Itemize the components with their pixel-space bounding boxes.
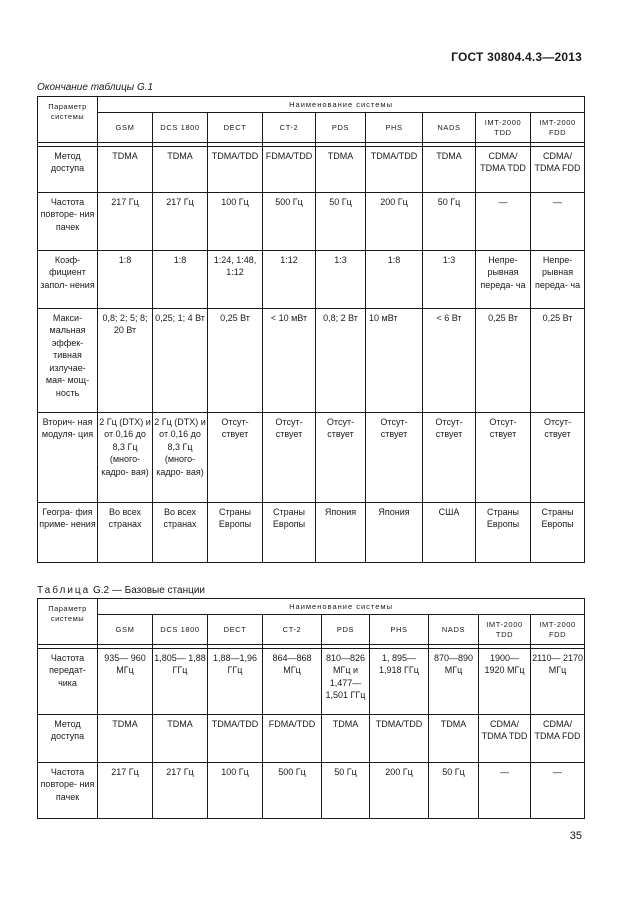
value-cell: 864—868 МГц	[263, 648, 322, 714]
value-cell: FDMA/TDD	[263, 146, 316, 192]
value-cell: —	[531, 192, 585, 250]
value-cell: 50 Гц	[429, 762, 479, 818]
value-cell: 0,8; 2; 5; 8; 20 Вт	[98, 308, 153, 412]
value-cell: 1:3	[316, 250, 366, 308]
value-cell: 0,25 Вт	[208, 308, 263, 412]
value-cell: Отсут- ствует	[531, 412, 585, 502]
table-row	[38, 412, 585, 502]
system-header: CT-2	[263, 614, 322, 644]
value-cell: Отсут- ствует	[316, 412, 366, 502]
param-cell: Коэф- фициент запол- нения	[38, 250, 98, 308]
param-cell: Частота повторе- ния пачек	[38, 192, 98, 250]
value-cell: TDMA	[429, 714, 479, 762]
value-cell: TDMA	[316, 146, 366, 192]
value-cell: 1900— 1920 МГц	[479, 648, 531, 714]
value-cell: TDMA	[153, 714, 208, 762]
value-cell: 0,25 Вт	[476, 308, 531, 412]
value-cell: TDMA	[98, 714, 153, 762]
value-cell: 100 Гц	[208, 192, 263, 250]
value-cell: Страны Европы	[208, 502, 263, 562]
value-cell: < 6 Вт	[423, 308, 476, 412]
system-header: CT-2	[263, 112, 316, 142]
value-cell: 217 Гц	[153, 762, 208, 818]
value-cell: 810—826 МГц и 1,477— 1,501 ГГц	[322, 648, 370, 714]
value-cell: 200 Гц	[370, 762, 429, 818]
value-cell: 50 Гц	[322, 762, 370, 818]
system-header: DECT	[208, 614, 263, 644]
value-cell: 217 Гц	[153, 192, 208, 250]
value-cell: Япония	[316, 502, 366, 562]
system-header: DCS 1800	[153, 112, 208, 142]
system-header: DECT	[208, 112, 263, 142]
value-cell: 935— 960 МГц	[98, 648, 153, 714]
param-cell: Макси- мальная эффек- тивная излучае- мая- мощ- ность	[38, 308, 98, 412]
value-cell: Отсут- ствует	[208, 412, 263, 502]
system-header: GSM	[98, 112, 153, 142]
system-header: IMT-2000 FDD	[531, 112, 585, 142]
table-row	[38, 192, 585, 250]
value-cell: 217 Гц	[98, 762, 153, 818]
table2-caption-text: G.2 — Базовые станции	[93, 585, 206, 596]
value-cell: Страны Европы	[263, 502, 316, 562]
param-cell: Частота передат- чика	[38, 648, 98, 714]
value-cell: Япония	[366, 502, 423, 562]
value-cell: TDMA/TDD	[370, 714, 429, 762]
value-cell: 1, 895— 1,918 ГГц	[370, 648, 429, 714]
value-cell: США	[423, 502, 476, 562]
system-header: PHS	[370, 614, 429, 644]
param-cell: Частота повторе- ния пачек	[38, 762, 98, 818]
page-number: 35	[569, 830, 582, 842]
value-cell: 1,805— 1,88 ГГц	[153, 648, 208, 714]
table-row	[38, 714, 585, 762]
table-row	[38, 762, 585, 818]
value-cell: Непре- рывная переда- ча	[531, 250, 585, 308]
value-cell: 50 Гц	[423, 192, 476, 250]
value-cell: CDMA/ TDMA FDD	[531, 146, 585, 192]
group-header: Наименование системы	[98, 599, 585, 615]
value-cell: 2 Гц (DTX) и от 0,16 до 8,3 Гц (много- кадро- вая)	[153, 412, 208, 502]
table-row	[38, 308, 585, 412]
param-cell: Вторич- ная модуля- ция	[38, 412, 98, 502]
value-cell: 2 Гц (DTX) и от 0,16 до 8,3 Гц (много- кадро- вая)	[98, 412, 153, 502]
table-row	[38, 250, 585, 308]
value-cell: Во всех странах	[153, 502, 208, 562]
system-header: PDS	[322, 614, 370, 644]
param-header: Параметр системы	[38, 599, 98, 645]
table1-caption: Окончание таблицы G.1	[37, 82, 154, 93]
value-cell: 217 Гц	[98, 192, 153, 250]
value-cell: —	[476, 192, 531, 250]
system-header: NADS	[423, 112, 476, 142]
value-cell: —	[531, 762, 585, 818]
value-cell: TDMA	[423, 146, 476, 192]
system-header: NADS	[429, 614, 479, 644]
system-header: IMT-2000 TDD	[479, 614, 531, 644]
value-cell: 870—890 МГц	[429, 648, 479, 714]
value-cell: 0,25; 1; 4 Вт	[153, 308, 208, 412]
table-row	[38, 146, 585, 192]
value-cell: Страны Европы	[531, 502, 585, 562]
param-cell: Метод доступа	[38, 146, 98, 192]
system-header: GSM	[98, 614, 153, 644]
system-header: PDS	[316, 112, 366, 142]
value-cell: TDMA/TDD	[208, 146, 263, 192]
value-cell: < 10 мВт	[263, 308, 316, 412]
value-cell: 50 Гц	[316, 192, 366, 250]
value-cell: 100 Гц	[208, 762, 263, 818]
value-cell: 1:8	[98, 250, 153, 308]
param-cell: Метод доступа	[38, 714, 98, 762]
value-cell: 500 Гц	[263, 192, 316, 250]
system-header: IMT-2000 TDD	[476, 112, 531, 142]
value-cell: TDMA	[322, 714, 370, 762]
value-cell: 1:3	[423, 250, 476, 308]
value-cell: 2110— 2170 МГц	[531, 648, 585, 714]
value-cell: TDMA	[98, 146, 153, 192]
value-cell: Отсут- ствует	[263, 412, 316, 502]
table2-caption-prefix: Таблица	[37, 585, 91, 596]
value-cell: FDMA/TDD	[263, 714, 322, 762]
value-cell: 0,8; 2 Вт	[316, 308, 366, 412]
value-cell: 10 мВт	[366, 308, 423, 412]
value-cell: CDMA/ TDMA FDD	[531, 714, 585, 762]
value-cell: 1,88—1,96 ГГц	[208, 648, 263, 714]
value-cell: 200 Гц	[366, 192, 423, 250]
value-cell: CDMA/ TDMA TDD	[476, 146, 531, 192]
table2	[37, 598, 585, 819]
value-cell: 1:8	[366, 250, 423, 308]
table-row	[38, 502, 585, 562]
value-cell: Отсут- ствует	[476, 412, 531, 502]
value-cell: TDMA	[153, 146, 208, 192]
param-header: Параметр системы	[38, 97, 98, 143]
value-cell: 1:8	[153, 250, 208, 308]
value-cell: —	[479, 762, 531, 818]
value-cell: TDMA/TDD	[366, 146, 423, 192]
standard-number: ГОСТ 30804.4.3—2013	[451, 50, 582, 64]
system-header: DCS 1800	[153, 614, 208, 644]
group-header: Наименование системы	[98, 97, 585, 113]
value-cell: Отсут- ствует	[423, 412, 476, 502]
value-cell: Непре- рывная переда- ча	[476, 250, 531, 308]
value-cell: TDMA/TDD	[208, 714, 263, 762]
value-cell: 1:12	[263, 250, 316, 308]
param-cell: Геогра- фия приме- нения	[38, 502, 98, 562]
value-cell: 0,25 Вт	[531, 308, 585, 412]
value-cell: 500 Гц	[263, 762, 322, 818]
value-cell: CDMA/ TDMA TDD	[479, 714, 531, 762]
value-cell: Отсут- ствует	[366, 412, 423, 502]
table-row	[38, 648, 585, 714]
system-header: PHS	[366, 112, 423, 142]
value-cell: 1:24, 1:48, 1:12	[208, 250, 263, 308]
system-header: IMT-2000 FDD	[531, 614, 585, 644]
value-cell: Страны Европы	[476, 502, 531, 562]
value-cell: Во всех странах	[98, 502, 153, 562]
table1	[37, 96, 585, 563]
table2-caption	[37, 585, 205, 596]
